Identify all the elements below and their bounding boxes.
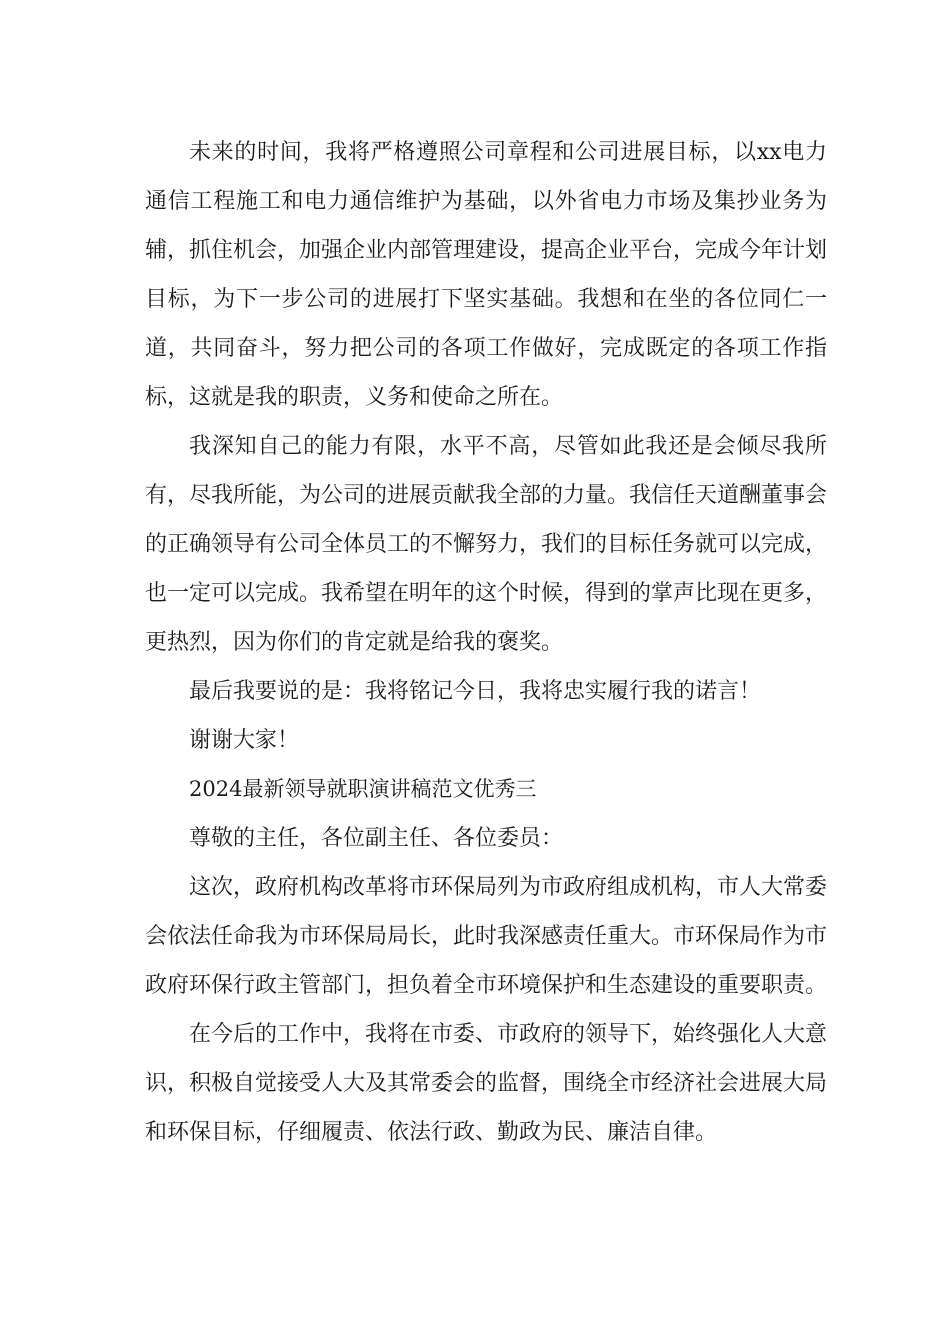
paragraph-appointment: 这次，政府机构改革将市环保局列为市政府组成机构，市人大常委会依法任命我为市环保局局长，此时我深感责任重大。市环保局作为市政府环保行政主管部门，担负着全市环境保护和生态建设的重要职责。 bbox=[145, 875, 828, 998]
section-title: 2024最新领导就职演讲稿范文优秀三 bbox=[189, 777, 537, 801]
document-body bbox=[145, 128, 827, 1157]
paragraph-future-work: 在今后的工作中，我将在市委、市政府的领导下，始终强化人大意识，积极自觉接受人大及其常委会的监督，围绕全市经济社会进展大局和环保目标，仔细履责、依法行政、勤政为民、廉洁自律。 bbox=[145, 1022, 828, 1145]
paragraph-thanks: 谢谢大家！ bbox=[189, 728, 300, 753]
paragraph-promise: 最后我要说的是：我将铭记今日，我将忠实履行我的诺言！ bbox=[189, 679, 762, 704]
salutation: 尊敬的主任，各位副主任、各位委员： bbox=[189, 826, 564, 851]
paragraph-future-plan: 未来的时间，我将严格遵照公司章程和公司进展目标，以xx电力通信工程施工和电力通信维护为基础，以外省电力市场及集抄业务为辅，抓住机会，加强企业内部管理建设，提高企业平台，完成今年计划目标，为下一步公司的进展打下坚实基础。我想和在坐的各位同仁一道，共同奋斗，努力把公司的各项工作做好，完成既定的各项工作指标，这就是我的职责，义务和使命之所在。 bbox=[145, 140, 828, 410]
paragraph-ability: 我深知自己的能力有限，水平不高，尽管如此我还是会倾尽我所有，尽我所能，为公司的进展贡献我全部的力量。我信任天道酬董事会的正确领导有公司全体员工的不懈努力，我们的目标任务就可以完成，也一定可以完成。我希望在明年的这个时候，得到的掌声比现在更多，更热烈，因为你们的肯定就是给我的褒奖。 bbox=[145, 434, 828, 655]
